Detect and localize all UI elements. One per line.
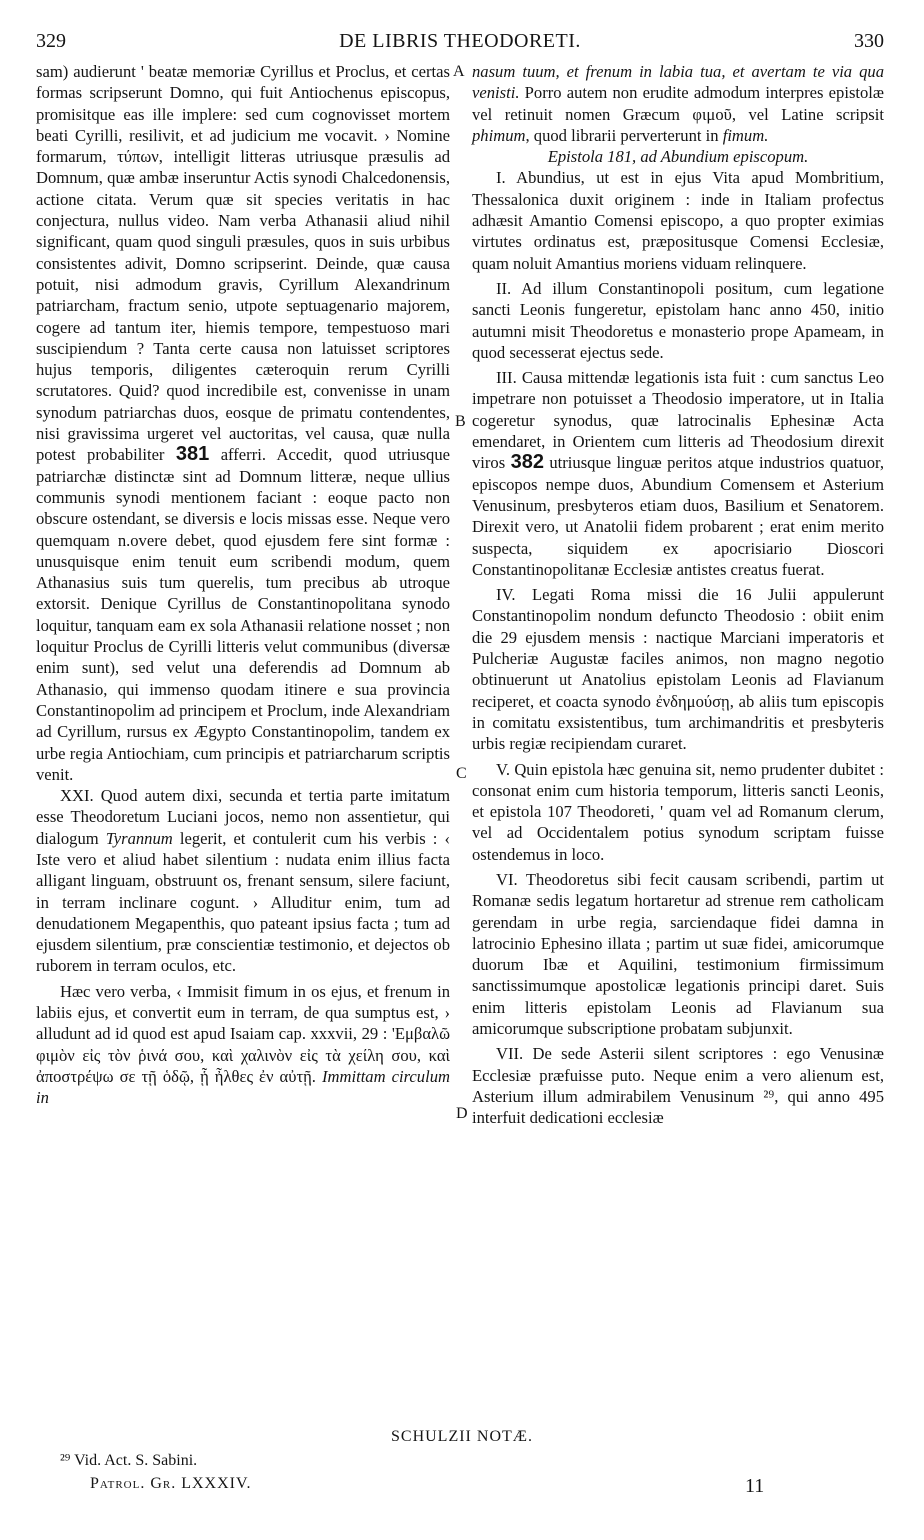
signature-mark: 11 <box>745 1475 765 1497</box>
text-right-0-italic: nasum tuum, et frenum in labia tua, et avertam te via qua venisti. <box>472 62 884 103</box>
paragraph-right-0 <box>472 61 884 146</box>
paragraph-right-4: IV. Legati Roma missi die 16 Julii appulerunt Constantinopolim nondum defuncto Theodosio : obiit enim die 29 ejusdem mensis : nactique Marciani imperatoris et Pulcheriæ Augustæ faciles animos, non magno negotio obtinuerunt ut Anatolius epistolam Leonis ad Flavianum reciperet, et coacta synodo ἐνδημούσῃ, ab aliis tum episcopis in comitatu exsistentibus, tum archimandritis et presbyteris urbis regiæ recipiendam curaret. <box>472 585 884 754</box>
text-right-0-italic-3: fimum. <box>722 125 769 145</box>
text-left-1: sam) audierunt ' beatæ memoriæ Cyrillus et Proclus, et certas formas scripserunt Domno, qui fuit Antiochenus episcopus, promisitque eas ille implere: sed cum cognovisset mortem beati Cyrilli, resilivit, et ad judicium me vocavit. › Nomine formarum, τύπων, intelligit litteras utriusque præsulis ad Domnum, quæ ambæ inseruntur Actis synodi Chalcedonensis, actione citata. Verum quæ sit species veritatis in hac conjectura, nullus video. Nam verba Athanasii aliud nihil significant, quam quod singuli præsules, quos in suis urbibus consistentes adivit, Domno scripserint. Deinde, quæ causa potuit, nisi admodum gravis, Cyrillum Alexandrinum patriarcham, fractum senio, utpote septuagenario majorem, cogere ad tantum iter, hiemis tempore, tempestuoso mari suscipiendum ? Tanta certe causa non latuisset scriptores hujus temporis, diligentes cæteroquin rerum Cyrilli scrutatores. Quid? quod incredibile est, convenisse in unam synodum patriarchas duos, eosque de primatu contendentes, nisi gravissima urgeret vel auctoritas, vel causa, quæ nulla potest probabiliter <box>36 62 450 465</box>
running-title: DE LIBRIS THEODORETI. <box>339 30 581 52</box>
right-column <box>472 61 884 1129</box>
paragraph-right-7: VII. De sede Asterii silent scriptores : ego Venusinæ Ecclesiæ præfuisse puto. Neque enim a vero alienum est, Asterium illum admirabilem Venusinum ²⁹, qui anno 495 interfuit dedicationi ecclesiæ <box>472 1044 884 1128</box>
section-heading: Epistola 181, ad Abundium episcopum. <box>547 147 809 167</box>
left-column <box>36 61 450 1109</box>
text-left-2a: XXI. Quod autem dixi, secunda et tertia parte imitatum esse Theodoretum Luciani jocos, nemo non assentietur, qui dialogum <box>36 786 450 848</box>
text-left-2b: legerit, et contulerit cum his verbis : ‹ Iste vero et aliud habet silentium : nudata enim illius facta alligant linguam, obstruunt os, frenant sensum, silere faciunt, in terram inclinare cogunt. › Alluditur enim, tum ad denudationem Megapenthis, quo pateant ipsius facta ; tum ad ejusdem silentium, præ conscientiæ testimonio, et dejectos ob ruborem in terram oculos, etc. <box>36 828 451 976</box>
margin-letter-b: B <box>455 413 466 430</box>
text-right-0b: , quod librarii perverterunt in <box>525 125 719 145</box>
paragraph-right-3 <box>472 367 884 580</box>
paragraph-right-6: VI. Theodoretus sibi fecit causam scribendi, partim ut Romanæ sedis legatum hortaretur ad strenue rem catholicam gerendam in urbe regia, sarciendaque fidei damna in latrocinio Ephesino illata ; partim ut suæ fidei, amicorumque duorum Ibæ et Aquilini, testimonium firmissimum sanctissimumque apostolicæ legationis principi daret. Suis enim litteris epistolam Leonis ad Flavianum sua amicorumque subscriptione probatam subjunxit. <box>472 869 884 1039</box>
text-right-3a: III. Causa mittendæ legationis ista fuit : cum sanctus Leo impetrare non potuisset a Theodosio imperatore, ut in Italia cogeretur synodus, quæ latrocinalis Ephesinæ Acta emendaret, in Orientem cum litteris ad Theodosium direxit viros <box>472 368 884 473</box>
text-left-3-italic: Immittam circulum in <box>36 1066 450 1108</box>
text-right-3b: utriusque linguæ peritos atque industrios quatuor, episcopos nempe duos, Abundium Comensem et Asterium Venusinum, presbyteros etiam duos, Basilium et Senatorem. Direxit vero, ut Anatolii fidem probarent ; erat enim merito suspecta, siquidem ex apocrisiario Dioscori Constantinopolitanæ Ecclesiæ antistes creatus fuerat. <box>472 453 884 579</box>
running-header <box>36 30 884 56</box>
paragraph-right-5: V. Quin epistola hæc genuina sit, nemo prudenter dubitet : consonat enim cum historia temporum, litteris sancti Leonis, et epistola 107 Theodoreti, ' quam vel ad Romanum clerum, vel ad Occidentalem potius synodum scriptam fuisse ostendemus in loco. <box>472 759 884 864</box>
text-left-2-italic: Tyrannum <box>105 828 173 848</box>
notes-title: SCHULZII NOTÆ. <box>391 1428 533 1445</box>
page-number-left: 329 <box>36 30 66 52</box>
column-marker-381: 381 <box>175 443 210 466</box>
footnote: ²⁹ Vid. Act. S. Sabini. <box>60 1452 198 1469</box>
margin-letter-d: D <box>456 1105 468 1122</box>
text-left-1b: afferri. Accedit, quod utriusque patriarchæ distinctæ sint ad Domnum litteræ, neque ullius communis synodi mentionem faciant : eoque pacto non obscure ostendant, se diversis e locis missas esse. Neque vero quemquam n.overe debet, quod ejusdem fere sint formæ : unusquisque enim tenuit eum scribendi modum, quem Athanasius suis tum querelis, tum precibus ab utroque extorsit. Denique Cyrillus de Constantinopolitana synodo loquitur, tanquam eam ex sola Athanasii relatione nosset ; non loquitur Proclus de Cyrilli litteris velut communibus (diversæ enim sunt), sed velut una deferendis ad Domnum ab Athanasio, qui immenso quodam itinere e sua provincia Constantinopolim ad principem et Proclum, inde Alexandriam ad Cyrillum, rursus ex Ægypto Constantinopolim, tandem ex urbe regia Antiochiam, cum principis et patriarcharum scriptis venit. <box>36 445 450 784</box>
paragraph-right-2: II. Ad illum Constantinopoli positum, cum legatione sancti Leonis fungeretur, epistolam hanc anno 450, initio autumni misit Theodoretus e monasterio prope Apameam, in quod secesserat ejectus sede. <box>472 278 884 362</box>
text-left-3a: Hæc vero verba, ‹ Immisit fimum in os ejus, et frenum in labiis ejus, et convertit eum in terram, de qua sumptus est, › alludunt ad id quod est apud Isaiam cap. xxxvii, 29 : 'Εμβαλῶ φιμὸν εἰς τὸν ῥινά σου, καὶ χαλινὸν εἰς τὰ χείλη σου, καὶ ἀποστρέψω σε τῇ ὁδῷ, ᾗ ἦλθες ἐν αὐτῇ. <box>36 981 450 1086</box>
paragraph-right-1: I. Abundius, ut est in ejus Vita apud Mombritium, Thessalonica duxit originem : inde in Italiam profectus adhæsit Amantio Comensi episcopo, a quo propter eximias virtutes ordinatus est, præpositusque Comensi Ecclesiæ, quam noluit Amantius moriens viduam relinquere. <box>472 168 884 273</box>
paragraph-left-3 <box>36 981 450 1109</box>
page-number-right: 330 <box>854 30 884 52</box>
margin-letter-c: C <box>456 765 467 782</box>
text-right-0-italic-2: phimum <box>472 125 526 145</box>
paragraph-left-2 <box>36 785 450 977</box>
margin-letter-a: A <box>453 63 465 80</box>
text-right-0a: Porro autem non erudite admodum interpres epistolæ vel retinuit nomen Græcum φιμοῦ, vel Latine scripsit <box>472 83 884 124</box>
volume-reference: Patrol. Gr. LXXXIV. <box>90 1475 252 1492</box>
column-marker-382: 382 <box>510 451 544 474</box>
paragraph-left-1 <box>36 61 450 785</box>
